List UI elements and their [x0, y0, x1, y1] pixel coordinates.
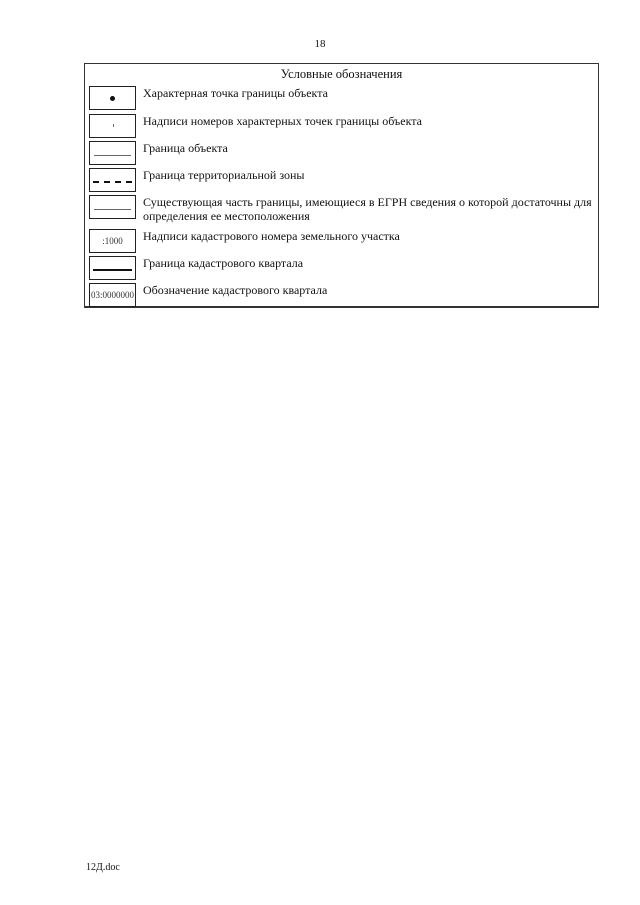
legend-title: Условные обозначения	[280, 67, 403, 81]
legend-label: Граница кадастрового квартала	[143, 256, 304, 270]
legend-label: Надписи номеров характерных точек границы объекта	[143, 114, 422, 128]
legend-row	[89, 168, 594, 194]
legend-label: Надписи кадастрового номера земельного участка	[143, 229, 400, 243]
legend-row	[89, 229, 594, 255]
legend-symbol-box	[89, 86, 136, 110]
legend-symbol-box	[89, 229, 136, 253]
page-number: 18	[314, 38, 326, 50]
legend-label: Обозначение кадастрового квартала	[143, 283, 328, 297]
legend-symbol-box	[89, 283, 136, 307]
legend-row	[89, 86, 594, 112]
legend-symbol-box	[89, 114, 136, 138]
legend-label: Граница объекта	[143, 141, 228, 155]
legend-symbol-box	[89, 141, 136, 165]
dashed-line-icon	[93, 181, 132, 183]
thin-line-icon	[94, 209, 131, 210]
legend-label: Граница территориальной зоны	[143, 168, 305, 182]
tick-mark-icon	[113, 124, 114, 127]
legend-label: Существующая часть границы, имеющиеся в ЕГРН сведения о которой достаточны для определения ее местоположения	[143, 195, 592, 223]
cadastral-quarter-sample: 03:0000000	[90, 290, 134, 300]
footer-filename: 12Д.doc	[86, 862, 120, 873]
legend-symbol-box	[89, 256, 136, 280]
legend-row	[89, 256, 594, 282]
legend-label: Характерная точка границы объекта	[143, 86, 328, 100]
thin-line-icon	[94, 155, 131, 156]
thick-line-icon	[93, 269, 132, 271]
legend-row	[89, 114, 594, 140]
dot-icon	[110, 96, 115, 101]
legend-row	[89, 141, 594, 167]
legend-symbol-box	[89, 195, 136, 219]
legend-row	[89, 283, 594, 309]
cadastral-number-sample: :1000	[102, 236, 123, 246]
legend-table	[84, 63, 599, 308]
legend-symbol-box	[89, 168, 136, 192]
legend-row	[89, 195, 594, 231]
